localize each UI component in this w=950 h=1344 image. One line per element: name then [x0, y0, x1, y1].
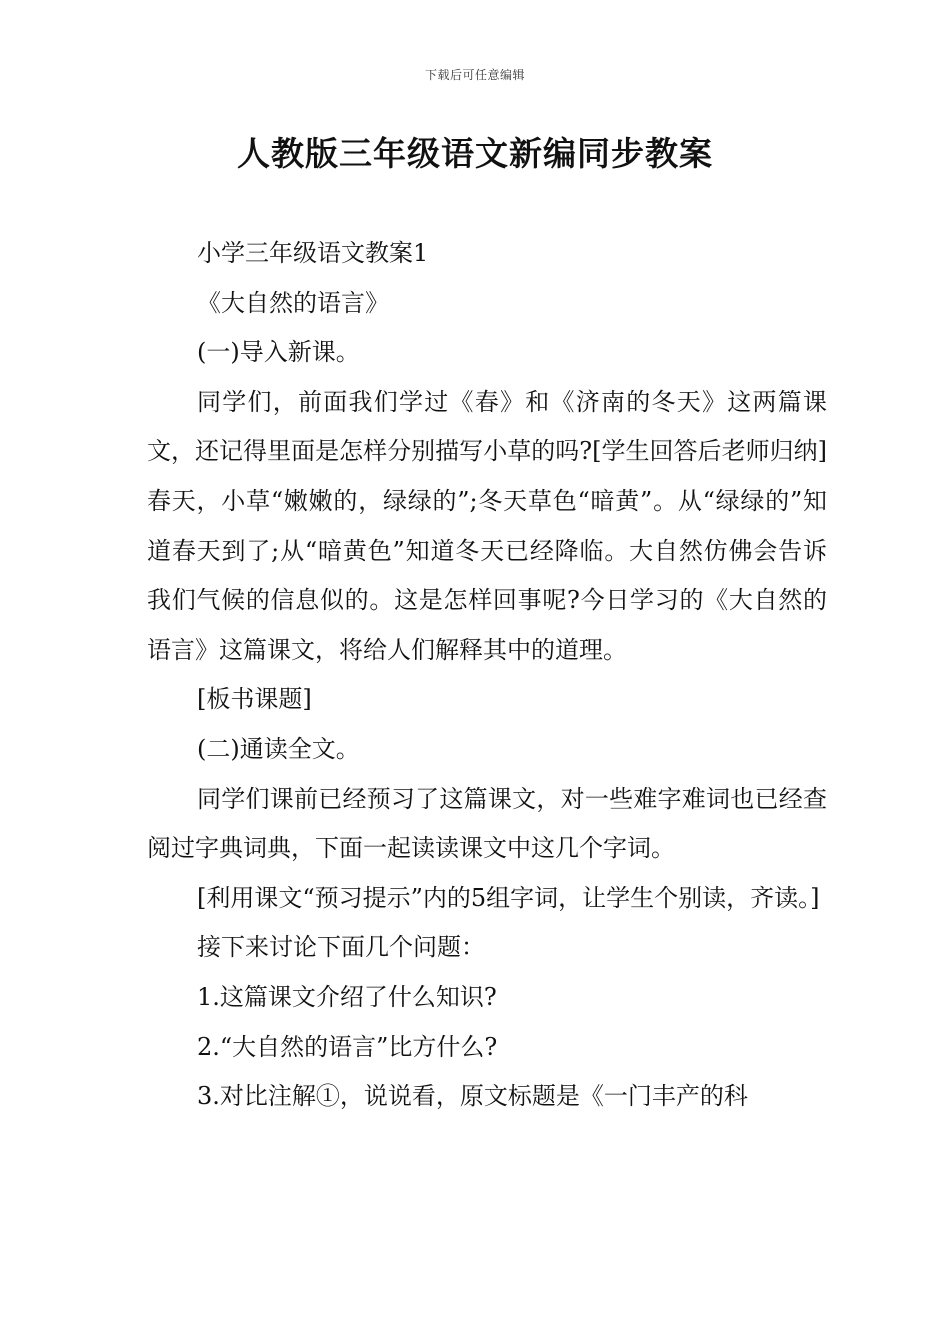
- document-body: [147, 229, 827, 1122]
- paragraph-lesson-title: 《大自然的语言》: [197, 288, 389, 317]
- paragraph-preview: 同学们课前已经预习了这篇课文，对一些难字难词也已经查阅过字典词典，下面一起读读课文中这几个字词。: [147, 784, 827, 863]
- paragraph-question-2: 2.“大自然的语言”比方什么?: [197, 1032, 498, 1061]
- paragraph-question-1: 1.这篇课文介绍了什么知识?: [197, 982, 497, 1011]
- header-note: 下载后可任意编辑: [424, 68, 525, 82]
- document-title: 人教版三年级语文新编同步教案: [237, 134, 713, 173]
- paragraph-reading-note: [利用课文“预习提示”内的5组字词，让学生个别读，齐读。]: [197, 883, 820, 912]
- paragraph-discussion-intro: 接下来讨论下面几个问题：: [197, 933, 485, 962]
- paragraph-question-3: 3.对比注解①，说说看，原文标题是《一门丰产的科: [197, 1082, 748, 1111]
- paragraph-section-one: (一)导入新课。: [197, 338, 360, 367]
- paragraph-lesson-heading: 小学三年级语文教案1: [197, 239, 429, 267]
- paragraph-intro: 同学们，前面我们学过《春》和《济南的冬天》这两篇课文，还记得里面是怎样分别描写小草的吗?[学生回答后老师归纳]春天，小草“嫩嫩的，绿绿的”;冬天草色“暗黄”。从“绿绿的”知道春天到了;从“暗黄色”知道冬天已经降临。大自然仿佛会告诉我们气候的信息似的。这是怎样回事呢?今日学习的《大自然的语言》这篇课文，将给人们解释其中的道理。: [147, 387, 827, 664]
- paragraph-board-note: [板书课题]: [197, 685, 312, 714]
- paragraph-section-two: (二)通读全文。: [197, 734, 360, 763]
